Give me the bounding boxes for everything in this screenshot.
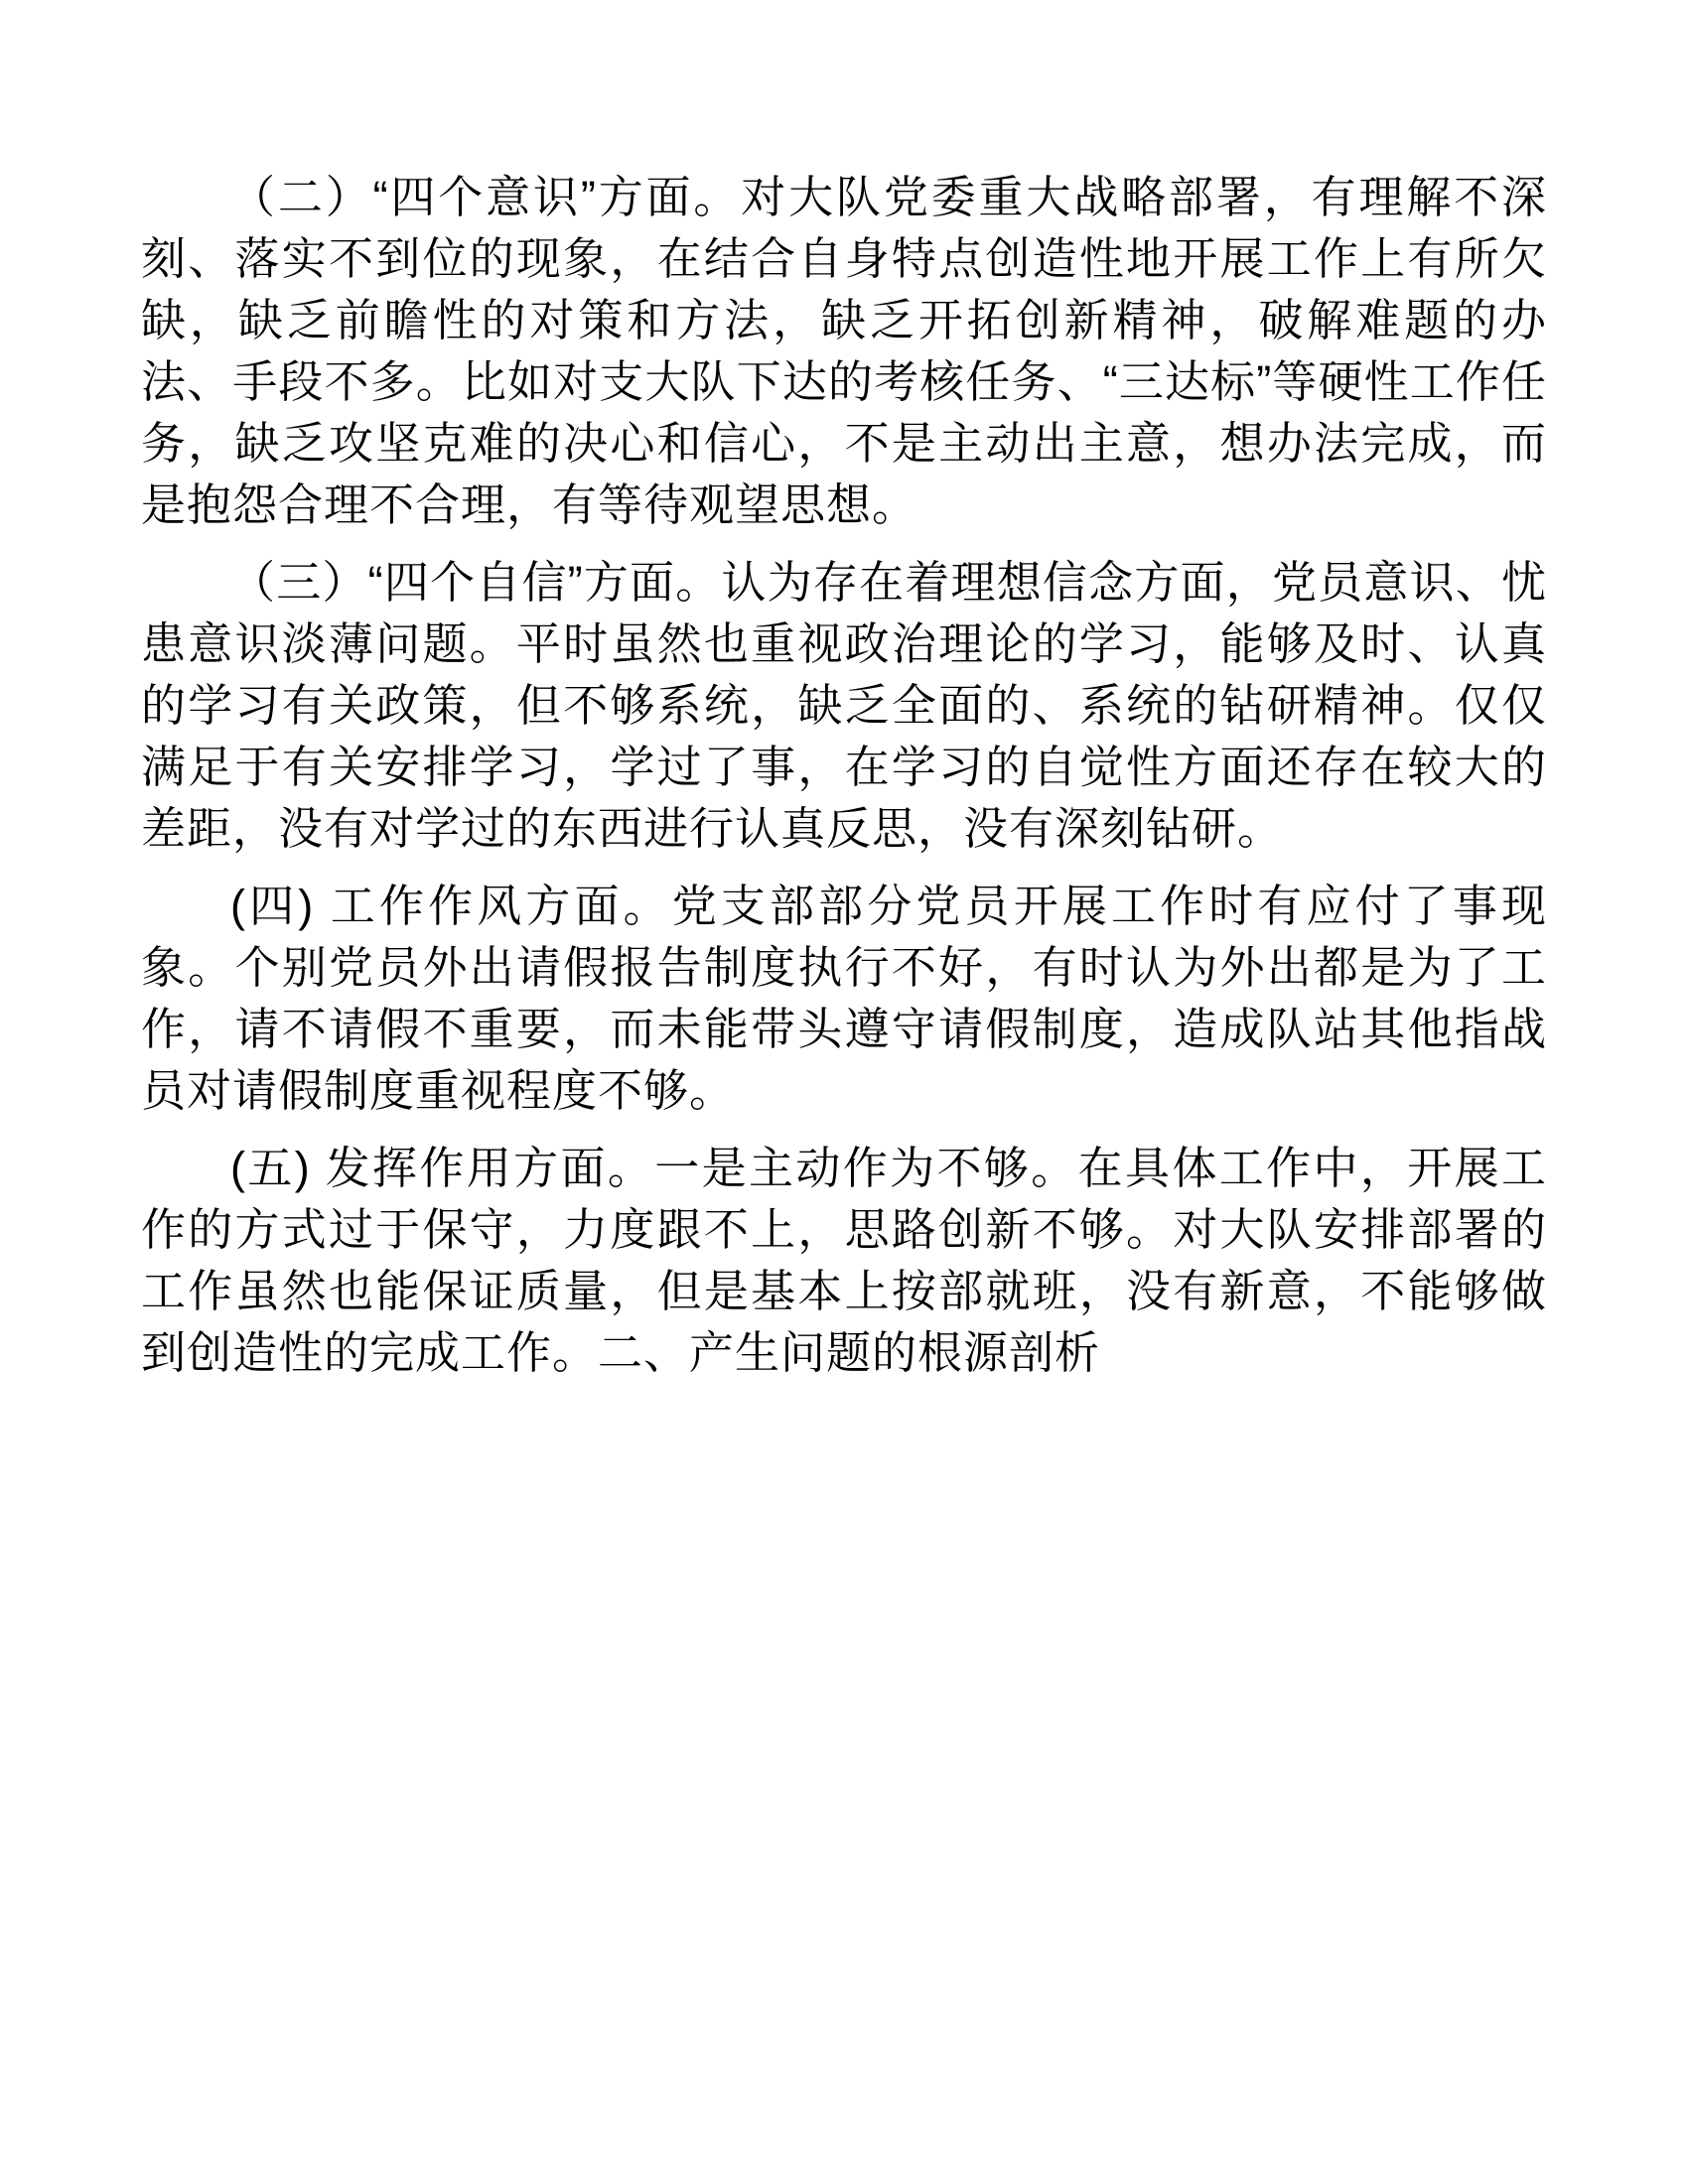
- paragraph-section-four: (四) 工作作风方面。党支部部分党员开展工作时有应付了事现象。个别党员外出请假报告制度执行不好，有时认为外出都是为了工作，请不请假不重要，而未能带头遵守请假制度，造成队站其他指战员对请假制度重视程度不够。: [141, 881, 1547, 1116]
- paragraph-section-five: (五) 发挥作用方面。一是主动作为不够。在具体工作中，开展工作的方式过于保守，力度跟不上，思路创新不够。对大队安排部署的工作虽然也能保证质量，但是基本上按部就班，没有新意，不能够做到创造性的完成工作。二、产生问题的根源剖析: [141, 1143, 1547, 1378]
- paragraph-section-two: （二）“四个意识”方面。对大队党委重大战略部署，有理解不深刻、落实不到位的现象，在结合自身特点创造性地开展工作上有所欠缺，缺乏前瞻性的对策和方法，缺乏开拓创新精神，破解难题的办法、手段不多。比如对支大队下达的考核任务、“三达标”等硬性工作任务，缺乏攻坚克难的决心和信心，不是主动出主意，想办法完成，而是抱怨合理不合理，有等待观望思想。: [141, 172, 1547, 530]
- paragraph-section-three: （三）“四个自信”方面。认为存在着理想信念方面，党员意识、忧患意识淡薄问题。平时虽然也重视政治理论的学习，能够及时、认真的学习有关政策，但不够系统，缺乏全面的、系统的钻研精神。仅仅满足于有关安排学习，学过了事，在学习的自觉性方面还存在较大的差距，没有对学过的东西进行认真反思，没有深刻钻研。: [141, 557, 1547, 854]
